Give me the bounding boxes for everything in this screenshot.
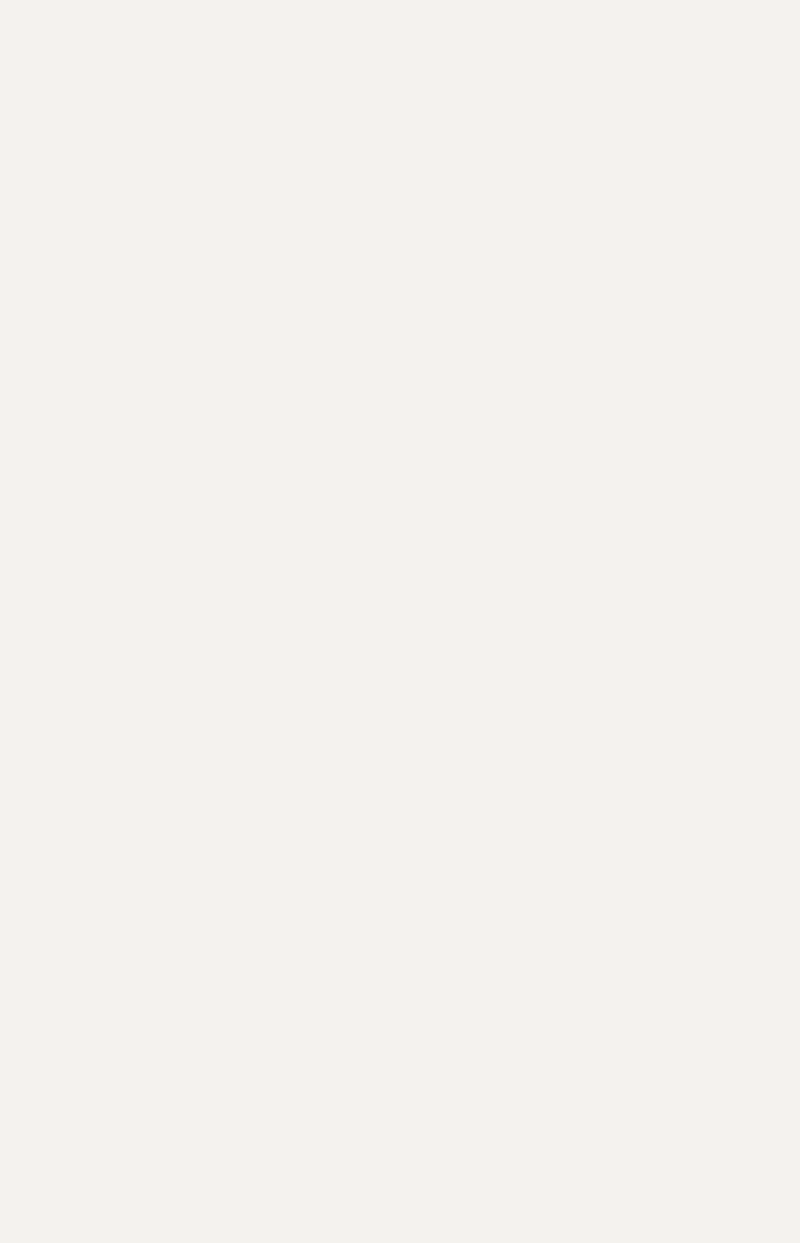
page-header [110,34,780,58]
